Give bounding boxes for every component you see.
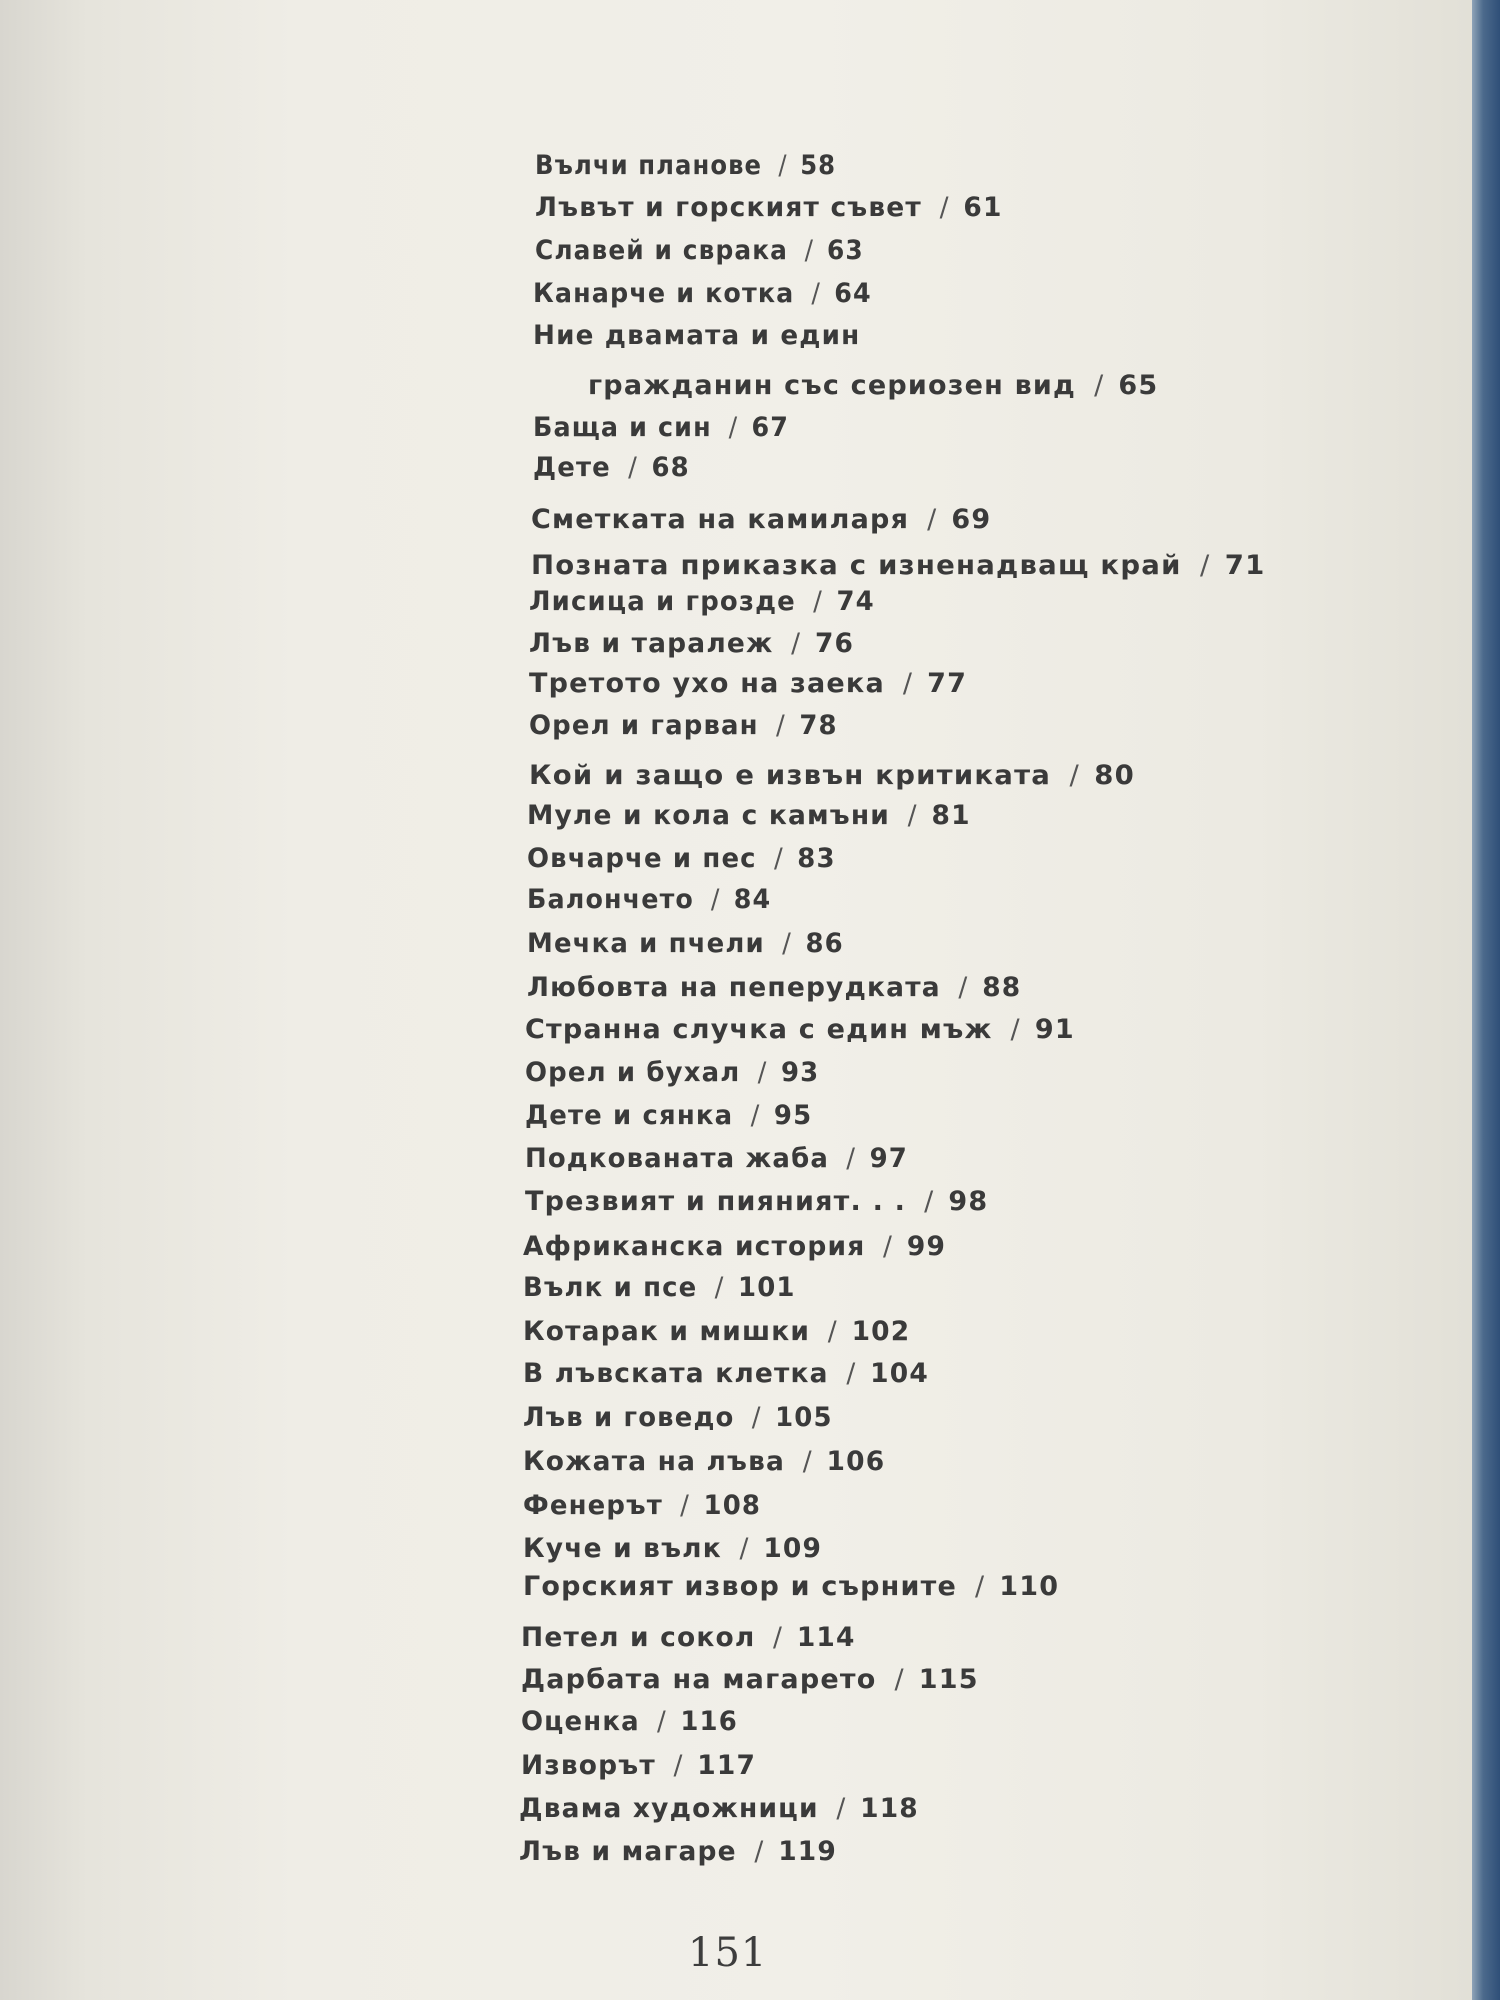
toc-entry-page: 81: [931, 800, 971, 831]
toc-separator: /: [710, 884, 721, 915]
toc-entry: [521, 1706, 738, 1738]
toc-entry-page: 97: [869, 1143, 908, 1174]
toc-entry-page: 110: [999, 1571, 1060, 1602]
toc-entry-title: Трезвият и пияният. . .: [525, 1186, 907, 1217]
toc-entry: [529, 710, 838, 742]
toc-entry: [529, 668, 967, 700]
toc-entry-title: Лъв и магаре: [519, 1836, 737, 1867]
toc-separator: /: [958, 972, 969, 1003]
toc-entry-page: 88: [982, 972, 1022, 1003]
toc-entry-title: Овчарче и пес: [527, 843, 757, 874]
toc-entry: [588, 370, 1158, 402]
toc-entry: [533, 412, 789, 444]
toc-entry-title: Орел и бухал: [525, 1057, 741, 1088]
toc-separator: /: [739, 1533, 750, 1564]
toc-separator: /: [846, 1143, 857, 1174]
toc-separator: /: [927, 504, 938, 535]
toc-separator: /: [907, 800, 918, 831]
toc-entry-page: 93: [780, 1057, 820, 1088]
toc-separator: /: [924, 1186, 935, 1217]
toc-separator: /: [773, 1622, 784, 1653]
toc-entry-page: 71: [1224, 550, 1266, 581]
toc-entry-page: 101: [738, 1272, 796, 1303]
toc-entry-title: Сметката на камиларя: [531, 504, 910, 535]
toc-entry: [523, 1446, 885, 1478]
toc-entry-page: 78: [799, 710, 838, 741]
toc-separator: /: [1010, 1014, 1021, 1045]
toc-entry-page: 105: [775, 1402, 833, 1433]
toc-entry: [533, 320, 860, 352]
toc-entry-title: Лисица и грозде: [529, 586, 796, 617]
toc-entry: [523, 1231, 946, 1263]
toc-separator: /: [811, 278, 822, 309]
background-edge: [1472, 0, 1500, 2000]
toc-separator: /: [894, 1664, 905, 1695]
toc-entry-title: Вълчи планове: [535, 150, 763, 181]
toc-entry-title: Ние двамата и един: [533, 320, 861, 351]
toc-entry: [521, 1622, 856, 1654]
toc-entry-title: Лъв и говедо: [523, 1402, 735, 1433]
toc-entry-title: Двама художници: [519, 1793, 819, 1824]
toc-entry-page: 80: [1094, 760, 1136, 791]
toc-entry-page: 86: [805, 928, 844, 959]
toc-entry: [525, 1057, 819, 1089]
toc-entry-page: 83: [797, 843, 836, 874]
toc-separator: /: [673, 1750, 684, 1781]
toc-entry: [535, 150, 836, 182]
toc-separator: /: [728, 412, 739, 443]
toc-entry: [523, 1533, 822, 1565]
toc-entry-page: 99: [906, 1231, 947, 1262]
toc-entry-page: 115: [918, 1664, 979, 1695]
toc-entry-title: Мечка и пчели: [527, 928, 765, 959]
toc-separator: /: [776, 710, 786, 741]
toc-entry-title: Канарче и котка: [533, 278, 795, 309]
toc-entry-page: 91: [1034, 1014, 1075, 1045]
toc-entry-title: Дарбата на магарето: [521, 1664, 877, 1695]
toc-separator: /: [1094, 370, 1105, 401]
toc-entry-page: 84: [733, 884, 772, 915]
toc-entry-title: Петел и сокол: [521, 1622, 756, 1653]
toc-entry: [523, 1402, 833, 1434]
toc-entry: [525, 1143, 908, 1175]
toc-entry-title: Странна случка с един мъж: [525, 1014, 993, 1045]
toc-entry-title: Муле и кола с камъни: [527, 800, 891, 831]
toc-entry: [523, 1358, 929, 1390]
toc-entry-page: 64: [834, 278, 872, 309]
toc-entry-title: Фенерът: [523, 1490, 663, 1521]
toc-separator: /: [628, 452, 639, 483]
toc-entry: [531, 550, 1266, 582]
toc-entry: [523, 1571, 1059, 1603]
page-number: 151: [688, 1930, 768, 1976]
toc-entry-title: Любовта на пеперудката: [527, 972, 941, 1003]
toc-entry-page: 102: [851, 1316, 911, 1347]
toc-entry: [519, 1836, 837, 1868]
toc-entry-title: Лъвът и горският съвет: [535, 192, 922, 223]
toc-entry: [529, 760, 1135, 792]
toc-entry-page: 116: [680, 1706, 738, 1737]
toc-entry: [521, 1750, 756, 1782]
toc-entry-title: Кожата на лъва: [523, 1446, 786, 1477]
toc-entry-page: 67: [751, 412, 790, 443]
toc-entry: [525, 1014, 1075, 1046]
toc-entry-title: Куче и вълк: [523, 1533, 722, 1564]
toc-entry-page: 114: [796, 1622, 856, 1653]
toc-entry-page: 106: [826, 1446, 886, 1477]
toc-separator: /: [846, 1358, 857, 1389]
toc-entry-title: Орел и гарван: [529, 710, 759, 741]
toc-entry-title: Изворът: [521, 1750, 656, 1781]
toc-entry-title: Кой и защо е извън критиката: [529, 760, 1052, 791]
toc-separator: /: [714, 1272, 725, 1303]
toc-entry-title: Вълк и псе: [523, 1272, 698, 1303]
toc-entry: [527, 800, 971, 832]
toc-entry: [527, 928, 844, 960]
toc-entry-page: 119: [778, 1836, 837, 1867]
toc-entry-title: Позната приказка с изненадващ край: [531, 550, 1182, 581]
toc-entry-title: Котарак и мишки: [523, 1316, 811, 1347]
toc-separator: /: [778, 150, 788, 181]
toc-entry-page: 108: [703, 1490, 762, 1521]
toc-entry-page: 98: [948, 1186, 989, 1217]
toc-entry: [525, 1186, 988, 1218]
toc-entry-title: Дете и сянка: [525, 1100, 734, 1131]
toc-entry: [525, 1100, 812, 1132]
toc-entry-page: 69: [951, 504, 992, 535]
toc-separator: /: [836, 1793, 847, 1824]
toc-entry-page: 58: [800, 150, 837, 181]
toc-separator: /: [773, 843, 784, 874]
toc-entry: [527, 972, 1021, 1004]
toc-entry-page: 61: [963, 192, 1003, 223]
toc-separator: /: [902, 668, 914, 699]
toc-entry-page: 76: [814, 628, 855, 659]
toc-entry: [519, 1793, 919, 1825]
toc-entry-title: Дете: [533, 452, 611, 483]
toc-entry-page: 95: [773, 1100, 813, 1131]
toc-entry-page: 77: [927, 668, 968, 699]
toc-entry-title: Славей и сврака: [535, 235, 789, 266]
toc-separator: /: [754, 1836, 765, 1867]
toc-entry: [527, 843, 836, 875]
toc-entry-title: Балончето: [527, 884, 694, 915]
toc-entry-page: 117: [697, 1750, 757, 1781]
toc-entry-page: 65: [1118, 370, 1159, 401]
toc-entry: [523, 1272, 796, 1304]
toc-separator: /: [974, 1571, 986, 1602]
toc-entry-page: 74: [836, 586, 875, 617]
toc-entry: [529, 628, 854, 660]
toc-separator: /: [750, 1100, 761, 1131]
toc-separator: /: [883, 1231, 894, 1262]
toc-entry: [523, 1316, 910, 1348]
toc-entry-title: Лъв и таралеж: [529, 628, 774, 659]
toc-separator: /: [939, 192, 950, 223]
toc-separator: /: [757, 1057, 768, 1088]
toc-entry: [535, 192, 1003, 224]
toc-separator: /: [813, 586, 824, 617]
toc-entry-page: 118: [860, 1793, 919, 1824]
toc-entry: [523, 1490, 761, 1522]
toc-separator: /: [657, 1706, 667, 1737]
toc-separator: /: [802, 1446, 813, 1477]
toc-entry-title: Подкованата жаба: [525, 1143, 829, 1174]
toc-separator: /: [1069, 760, 1080, 791]
toc-separator: /: [680, 1490, 691, 1521]
toc-entry: [533, 278, 872, 310]
toc-entry-title: Третото ухо на заека: [529, 668, 885, 699]
toc-entry: [533, 452, 690, 484]
toc-entry-title: Баща и син: [533, 412, 712, 443]
toc-entry-title: В лъвската клетка: [523, 1358, 829, 1389]
toc-entry: [529, 586, 875, 618]
toc-entry-page: 109: [763, 1533, 823, 1564]
toc-entry-title: Оценка: [521, 1706, 640, 1737]
toc-entry: [535, 235, 864, 267]
toc-entry: [527, 884, 771, 916]
toc-separator: /: [751, 1402, 762, 1433]
toc-entry: [531, 504, 991, 536]
toc-entry-title: гражданин със сериозен вид: [588, 370, 1077, 401]
toc-entry-title: Горският извор и сърните: [523, 1571, 957, 1602]
toc-separator: /: [782, 928, 793, 959]
toc-separator: /: [1199, 550, 1211, 581]
toc-entry-page: 104: [870, 1358, 929, 1389]
toc-entry-title: Африканска история: [523, 1231, 866, 1262]
toc-separator: /: [804, 235, 815, 266]
toc-entry: [521, 1664, 979, 1696]
toc-separator: /: [791, 628, 802, 659]
toc-entry-page: 68: [651, 452, 690, 483]
toc-separator: /: [827, 1316, 838, 1347]
toc-entry-page: 63: [826, 235, 864, 266]
